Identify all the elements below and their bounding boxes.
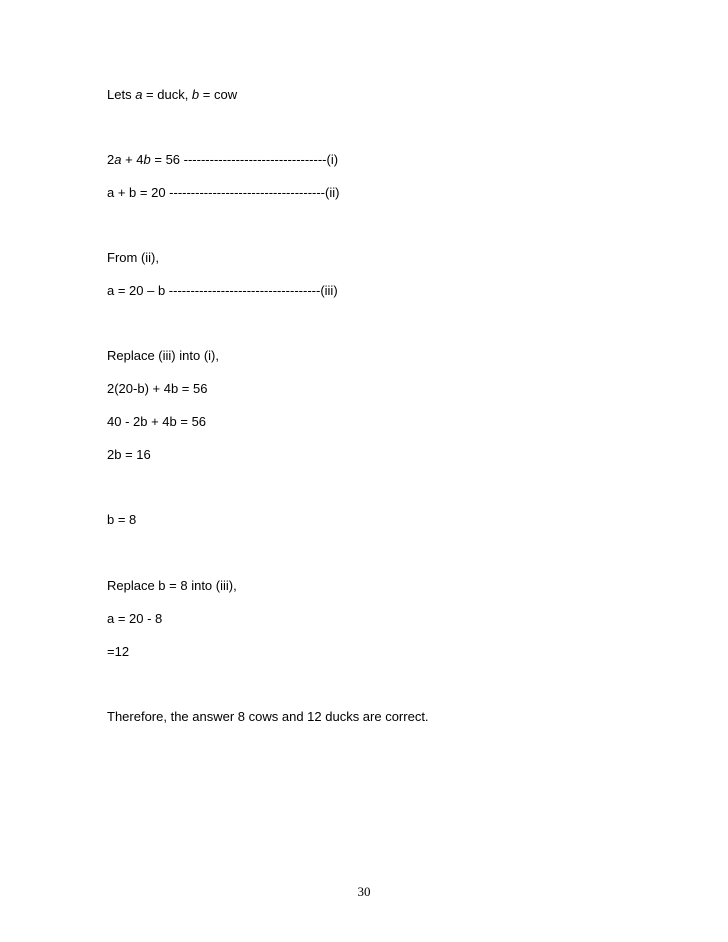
result-a: =12	[107, 644, 130, 659]
step-a-substitution: a = 20 - 8	[107, 611, 163, 626]
replace-b-heading: Replace b = 8 into (iii),	[107, 578, 237, 593]
result-b: b = 8	[107, 512, 137, 527]
replace-iii-heading: Replace (iii) into (i),	[107, 348, 219, 363]
step-simplify: 2b = 16	[107, 447, 151, 462]
equation-iii: a = 20 – b -----------------------------------(iii)	[107, 283, 338, 298]
from-ii-heading: From (ii),	[107, 250, 159, 265]
equation-ii: a + b = 20 ------------------------------------(ii)	[107, 185, 340, 200]
page-number-text: 30	[357, 884, 371, 899]
step-expand: 40 - 2b + 4b = 56	[107, 414, 207, 429]
equation-i: 2a + 4b = 56 ---------------------------------(i)	[107, 152, 339, 167]
conclusion: Therefore, the answer 8 cows and 12 ducks are correct.	[107, 709, 429, 724]
page-number	[0, 884, 728, 900]
definition-line: Lets a = duck, b = cow	[107, 87, 238, 102]
step-substitution: 2(20-b) + 4b = 56	[107, 381, 208, 396]
